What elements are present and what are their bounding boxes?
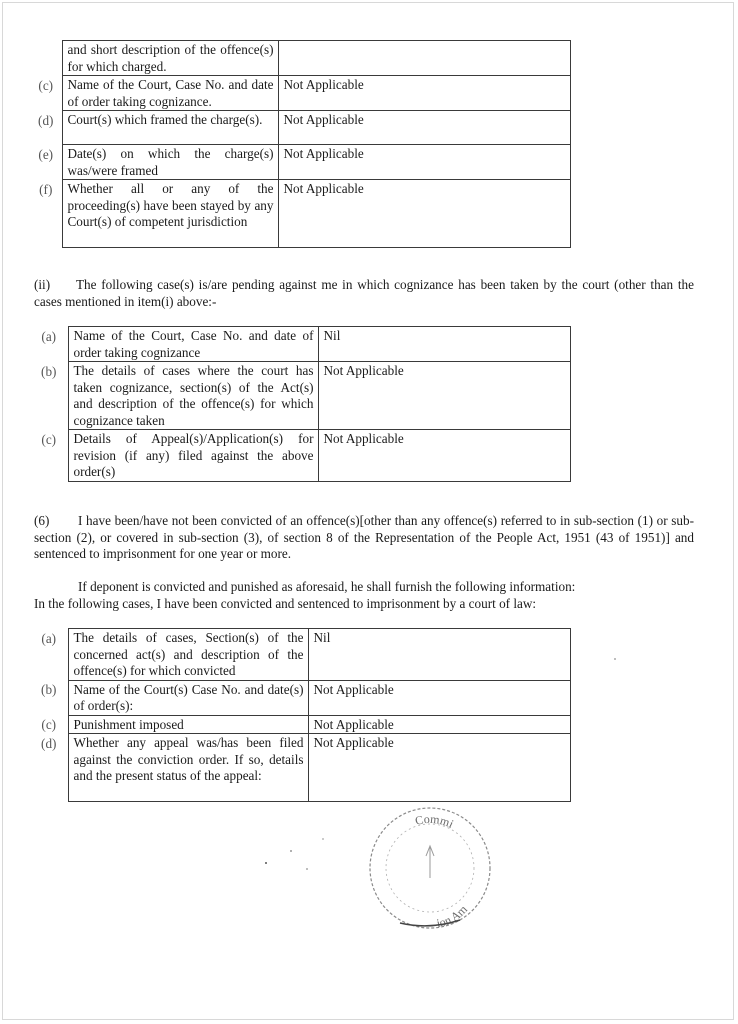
deponent-note: If deponent is convicted and punished as aforesaid, he shall furnish the following information: [78,579,576,594]
stamp-speck [306,868,308,870]
row-value: Not Applicable [278,145,570,180]
row-value: Not Applicable [308,734,570,802]
row-value: Nil [308,629,570,681]
section-marker: (6) [34,513,50,528]
section-marker: (ii) [34,277,51,292]
table-row [30,734,570,802]
table-row [30,715,570,734]
section-6-paragraph [34,513,694,563]
stamp-speck [614,658,616,660]
row-label: (f) [30,180,62,248]
table-row [30,680,570,715]
row-description: Details of Appeal(s)/Application(s) for revision (if any) filed against the above order(s) [68,430,318,482]
convictions-table [30,628,571,802]
row-description: Name of the Court, Case No. and date of order taking cognizance. [62,76,278,111]
table-row [30,180,570,248]
row-label [30,41,62,76]
pending-cases-table [30,326,571,482]
table-row [30,629,570,681]
section-text: The following case(s) is/are pending against me in which cognizance has been taken by the court (other than the cases mentioned in item(i) above:- [34,277,694,309]
row-description: Name of the Court, Case No. and date of order taking cognizance [68,327,318,362]
official-seal [360,798,500,938]
table-row [30,430,570,482]
row-label: (b) [30,680,68,715]
cases-intro: In the following cases, I have been convicted and sentenced to imprisonment by a court of law: [34,596,537,611]
table-row [30,76,570,111]
row-value: Not Applicable [318,362,570,430]
row-description: Whether any appeal was/has been filed against the conviction order. If so, details and the present status of the appeal: [68,734,308,802]
row-label: (c) [30,715,68,734]
row-description: The details of cases where the court has taken cognizance, section(s) of the Act(s) and description of the offence(s) for which cognizance taken [68,362,318,430]
table-row [30,362,570,430]
row-description: Court(s) which framed the charge(s). [62,111,278,145]
section-ii-paragraph [34,277,694,310]
row-label: (d) [30,734,68,802]
row-label: (c) [30,76,62,111]
stamp-speck [322,838,324,840]
row-value: Not Applicable [278,180,570,248]
row-value: Nil [318,327,570,362]
seal-top-text: Commi [413,811,456,831]
row-label: (a) [30,629,68,681]
charges-table [30,40,571,248]
row-label: (a) [30,327,68,362]
row-value: Not Applicable [318,430,570,482]
row-description: Whether all or any of the proceeding(s) have been stayed by any Court(s) of competent jurisdiction [62,180,278,248]
row-value [278,41,570,76]
row-description: Punishment imposed [68,715,308,734]
row-description: and short description of the offence(s) for which charged. [62,41,278,76]
row-description: Name of the Court(s) Case No. and date(s) of order(s): [68,680,308,715]
row-value: Not Applicable [278,111,570,145]
row-label: (d) [30,111,62,145]
row-label: (e) [30,145,62,180]
seal-bottom-text: ion Am [435,902,470,931]
row-value: Not Applicable [308,715,570,734]
stamp-speck [265,862,267,864]
row-label: (b) [30,362,68,430]
stamp-speck [290,850,292,852]
row-label: (c) [30,430,68,482]
section-text: I have been/have not been convicted of an offence(s)[other than any offence(s) referred to in sub-section (1) or sub-section (2), or covered in sub-section (3), of section 8 of the Representation of the People Act, 1951 (43 of 1951)] and sentenced to imprisonment for one year or more. [34,513,694,561]
row-description: Date(s) on which the charge(s) was/were framed [62,145,278,180]
row-value: Not Applicable [308,680,570,715]
table-row [30,145,570,180]
row-description: The details of cases, Section(s) of the concerned act(s) and description of the offence(s) for which convicted [68,629,308,681]
row-value: Not Applicable [278,76,570,111]
table-row [30,111,570,145]
table-row [30,327,570,362]
table-row [30,41,570,76]
